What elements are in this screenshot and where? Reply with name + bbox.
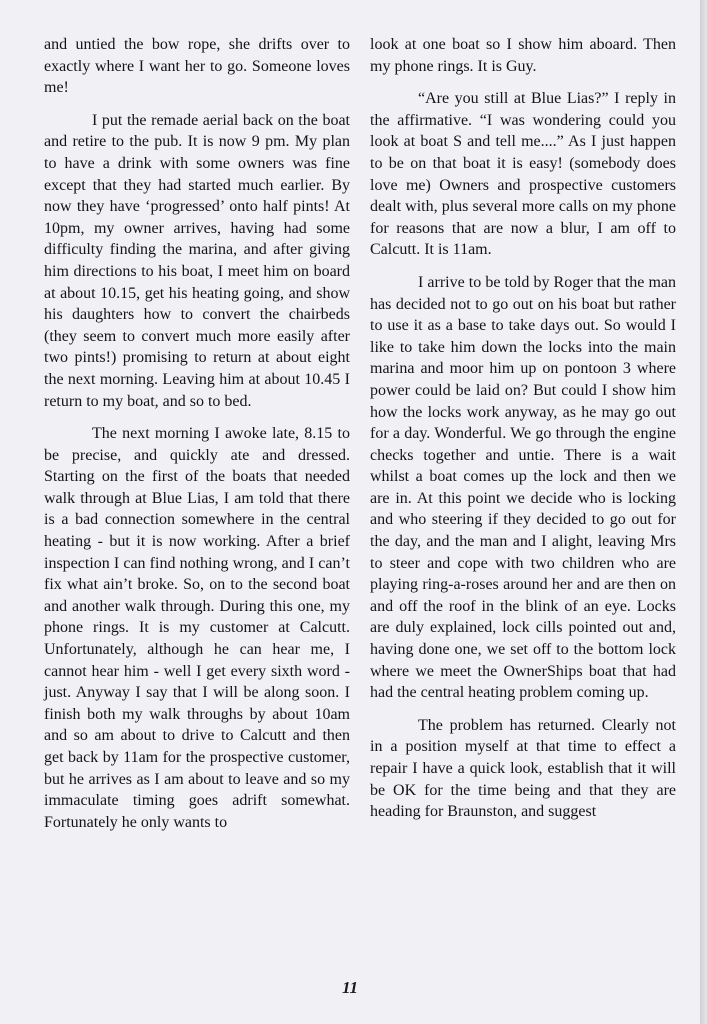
paragraph: I arrive to be told by Roger that the man has decided not to go out on his boat but rather to use it as a base to take days out. So would I like to take him down the locks into the main marina and moor him up on pontoon 3 where power could be laid on? But could I show him how the locks work anyway, as he may go out for a day. Wonderful. We go through the engine checks together and untie. There is a wait whilst a boat comes up the lock and then we are in. At this point we decide who is locking and who steering if they decided to go out for the day, and the man and I alight, leaving Mrs to steer and cope with two children who are playing ring-a-roses around her and are then on and off the roof in the blink of an eye. Locks are duly explained, lock cills pointed out and, having done one, we set off to the bottom lock where we meet the OwnerShips boat that had had the central heating problem coming up.: [370, 273, 676, 702]
paragraph: and untied the bow rope, she drifts over to exactly where I want her to go. Someone loves me!: [44, 36, 350, 97]
paragraph: “Are you still at Blue Lias?” I reply in the affirmative. “I was wondering could you look at boat S and tell me....” As I just happen to be on that boat it is easy! (somebody does love me) Owners and prospective customers dealt with, plus several more calls on my phone for reasons that are now a blur, I am off to Calcutt. It is 11am.: [370, 90, 676, 259]
paragraph: I put the remade aerial back on the boat and retire to the pub. It is now 9 pm. My plan to have a drink with some owners was fine except that they had started much earlier. By now they have ‘progressed’ onto half pints! At 10pm, my owner arrives, having had some difficulty finding the marina, and after giving him directions to his boat, I meet him on board at about 10.15, get his heating going, and show his daughters how to convert the chairbeds (they seem to convert much more easily after two pints!) promising to return at about eight the next morning. Leaving him at about 10.45 I return to my boat, and so to bed.: [44, 111, 350, 410]
paragraph: look at one boat so I show him aboard. Then my phone rings. It is Guy.: [370, 36, 676, 75]
left-column: [44, 34, 350, 844]
right-column: [370, 34, 676, 834]
page-number: 11: [341, 978, 359, 997]
paragraph: The next morning I awoke late, 8.15 to be precise, and quickly ate and dressed. Starting on the first of the boats that needed walk through at Blue Lias, I am told that there is a bad connection somewhere in the central heating - but it is now working. After a brief inspection I can find nothing wrong, and I can’t fix what ain’t broke. So, on to the second boat and another walk through. During this one, my phone rings. It is my customer at Calcutt. Unfortunately, although he can hear me, I cannot hear him - well I get every sixth word - just. Anyway I say that I will be along soon. I finish both my walk throughs by about 10am and so am about to drive to Calcutt and then get back by 11am for the prospective customer, but he arrives as I am about to leave and so my immaculate timing goes adrift somewhat. Fortunately he only wants to: [44, 425, 350, 831]
page-edge: [700, 0, 707, 1024]
paragraph: The problem has returned. Clearly not in a position myself at that time to effect a repair I have a quick look, establish that it will be OK for the time being and that they are heading for Braunston, and suggest: [370, 716, 676, 821]
